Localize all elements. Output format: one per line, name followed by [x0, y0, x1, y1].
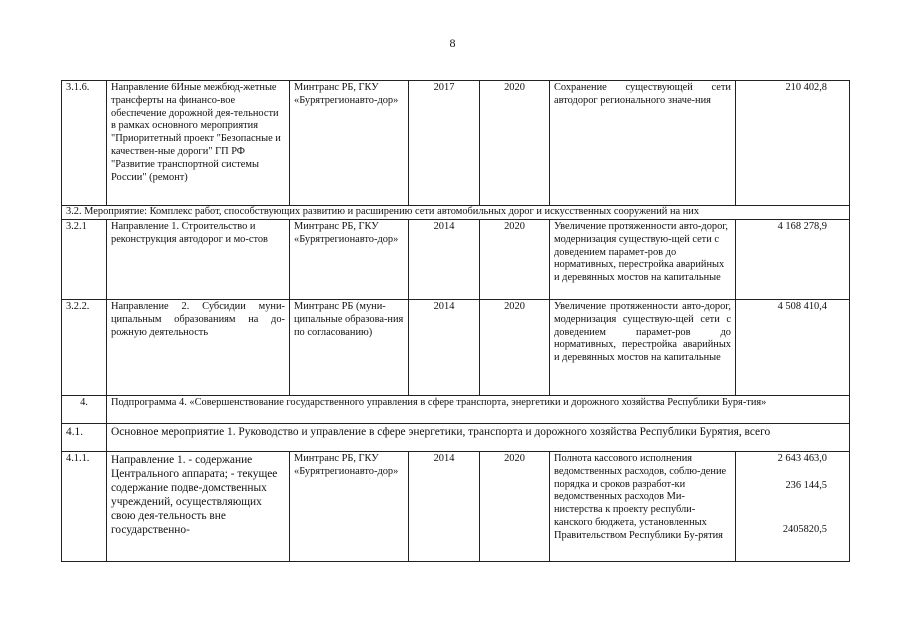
row-executor: Минтранс РБ, ГКУ «Бурятрегионавто-дор» [290, 452, 409, 562]
row-executor: Минтранс РБ, ГКУ «Бурятрегионавто-дор» [290, 81, 409, 206]
amount-central-apparatus: 236 144,5 [785, 479, 827, 491]
row-number: 3.2.2. [62, 300, 107, 396]
subprogram-row [62, 396, 850, 424]
table-row [62, 220, 850, 300]
main-activity-title: Основное мероприятие 1. Руководство и управление в сфере энергетики, транспорта и дорожного хозяйства Республики Бурятия, всего [107, 424, 850, 452]
row-name: Направление 1. Строительство и реконструкция автодорог и мо-стов [107, 220, 290, 300]
row-name: Направление 6Иные межбюд-жетные трансферты на финансо-вое обеспечение дорожной дея-тельности в рамках основного мероприятия "Приоритетный проект "Безопасные и качествен-ные дороги" ГП РФ "Развитие транспортной системы России" (ремонт) [107, 81, 290, 206]
row-number: 4.1. [62, 424, 107, 452]
row-result: Полнота кассового исполнения ведомственных расходов, соблю-дение порядка и сроков разработ-ки ведомственных расходов Ми-нистерства к проекту республи-канского бюджета, установленных Правительством Республики Бу-рятия [550, 452, 736, 562]
row-number: 3.2.1 [62, 220, 107, 300]
row-end-year: 2020 [480, 220, 550, 300]
section-row [62, 206, 850, 220]
section-title: 3.2. Мероприятие: Комплекс работ, способствующих развитию и расширению сети автомобильных дорог и искусственных сооружений на них [62, 206, 850, 220]
row-executor: Минтранс РБ (муни-ципальные образова-ния по согласованию) [290, 300, 409, 396]
row-end-year: 2020 [480, 81, 550, 206]
row-result: Увеличение протяженности авто-дорог, модернизация существую-щей сети с доведением парамет-ров до нормативных, перестройка аварийных и деревянных мостов на капитальные [550, 220, 736, 300]
row-start-year: 2014 [409, 300, 480, 396]
row-number: 3.1.6. [62, 81, 107, 206]
subprogram-title: Подпрограмма 4. «Совершенствование государственного управления в сфере транспорта, энергетики и дорожного хозяйства Республики Буря-тия» [107, 396, 850, 424]
row-number: 4.1.1. [62, 452, 107, 562]
row-result: Увеличение протяженности авто-дорог, модернизация существую-щей сети с доведением парамет-ров до нормативных, перестройка аварийных и деревянных мостов на капитальные [550, 300, 736, 396]
row-amount: 4 508 410,4 [736, 300, 850, 396]
main-activity-row [62, 424, 850, 452]
row-amount: 210 402,8 [736, 81, 850, 206]
table-row [62, 452, 850, 562]
row-name: Направление 1. - содержание Центрального аппарата; - текущее содержание подве-домственных учреждений, осуществляющих свою дея-тельность вне государственно- [107, 452, 290, 562]
table-row [62, 81, 850, 206]
row-end-year: 2020 [480, 452, 550, 562]
row-executor: Минтранс РБ, ГКУ «Бурятрегионавто-дор» [290, 220, 409, 300]
page-number: 8 [449, 36, 456, 50]
amount-subordinate: 2405820,5 [782, 523, 827, 535]
row-start-year: 2014 [409, 220, 480, 300]
amount-total: 2 643 463,0 [777, 453, 827, 464]
row-end-year: 2020 [480, 300, 550, 396]
row-number: 4. [62, 396, 107, 424]
program-table [61, 80, 850, 562]
row-result: Сохранение существующей сети автодорог регионального значе-ния [550, 81, 736, 206]
row-amount: 4 168 278,9 [736, 220, 850, 300]
row-start-year: 2017 [409, 81, 480, 206]
table-row [62, 300, 850, 396]
row-amounts [736, 452, 850, 562]
row-name: Направление 2. Субсидии муни-ципальным образованиям на до-рожную деятельность [107, 300, 290, 396]
row-start-year: 2014 [409, 452, 480, 562]
